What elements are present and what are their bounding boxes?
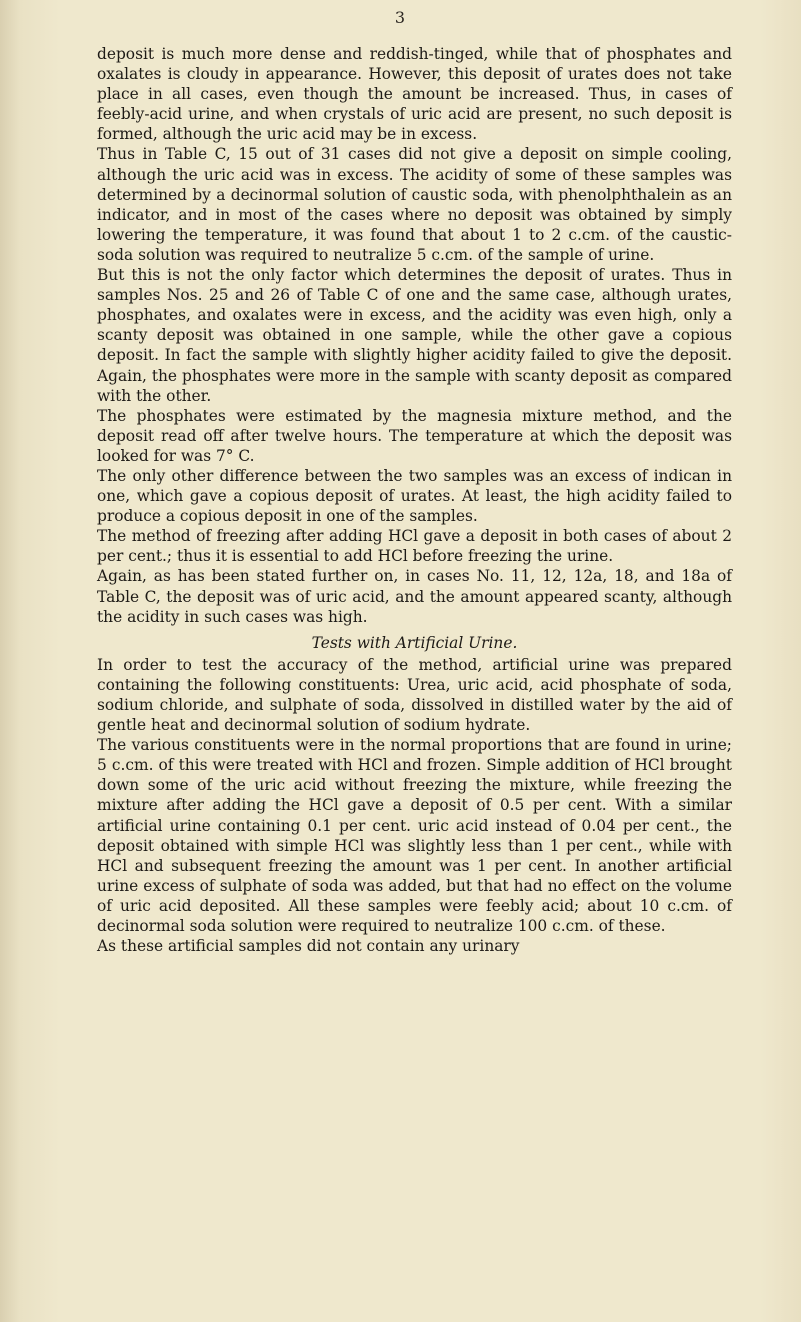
paragraph: The method of freezing after adding HCl gave a deposit in both cases of about 2 per cent.; thus it is essential to add HCl before freezing the urine.: [97, 527, 732, 566]
paragraph: The phosphates were estimated by the magnesia mixture method, and the deposit read off after twelve hours. The temperature at which the deposit was looked for was 7° C.: [97, 406, 732, 465]
paragraph: As these artificial samples did not contain any urinary: [97, 937, 520, 956]
paragraph: The various constituents were in the normal proportions that are found in urine; 5 c.cm. of this were treated with HCl and frozen. Simple addition of HCl brought down some of the uric acid without freezing the mixture, while freezing the mixture after adding the HCl gave a deposit of 0.5 per cent. With a similar artificial urine containing 0.1 per cent. uric acid instead of 0.04 per cent., the deposit obtained with simple HCl was slightly less than 1 per cent., while with HCl and subsequent freezing the amount was 1 per cent. In another artificial urine excess of sulphate of soda was added, but that had no effect on the volume of uric acid deposited. All these samples were feebly acid; about 10 c.cm. of decinormal soda solution were required to neutralize 100 c.cm. of these.: [97, 736, 732, 936]
section-heading: Tests with Artificial Urine.: [311, 633, 518, 652]
body-text: [97, 44, 732, 956]
paragraph: The only other difference between the two samples was an excess of indican in one, which gave a copious deposit of urates. At least, the high acidity failed to produce a copious deposit in one of the samples.: [97, 466, 732, 526]
paragraph: In order to test the accuracy of the method, artificial urine was prepared containing the following constituents: Urea, uric acid, acid phosphate of soda, sodium chloride, and sulphate of soda, dissolved in distilled water by the aid of gentle heat and decinormal solution of sodium hydrate.: [97, 655, 732, 735]
paragraph: But this is not the only factor which determines the deposit of urates. Thus in samples Nos. 25 and 26 of Table C of one and the same case, although urates, phosphates, and oxalates were in excess, and the acidity was even high, only a scanty deposit was obtained in one sample, while the other gave a copious deposit. In fact the sample with slightly higher acidity failed to give the deposit. Again, the phosphates were more in the sample with scanty deposit as compared with the other.: [97, 266, 732, 405]
paragraph: deposit is much more dense and reddish-tinged, while that of phosphates and oxalates is cloudy in appearance. However, this deposit of urates does not take place in all cases, even though the amount be increased. Thus, in cases of feebly-acid urine, and when crystals of uric acid are present, no such deposit is formed, although the uric acid may be in excess.: [97, 45, 732, 144]
paragraph: Again, as has been stated further on, in cases No. 11, 12, 12a, 18, and 18a of Table C, the deposit was of uric acid, and the amount appeared scanty, although the acidity in such cases was high.: [97, 567, 732, 626]
paragraph: Thus in Table C, 15 out of 31 cases did not give a deposit on simple cooling, although the uric acid was in excess. The acidity of some of these samples was determined by a decinormal solution of caustic soda, with phenolphthalein as an indicator, and in most of the cases where no deposit was obtained by simply lowering the temperature, it was found that about 1 to 2 c.cm. of the caustic-soda solution was required to neutralize 5 c.cm. of the sample of urine.: [97, 145, 732, 264]
page-number: 3: [394, 8, 406, 27]
